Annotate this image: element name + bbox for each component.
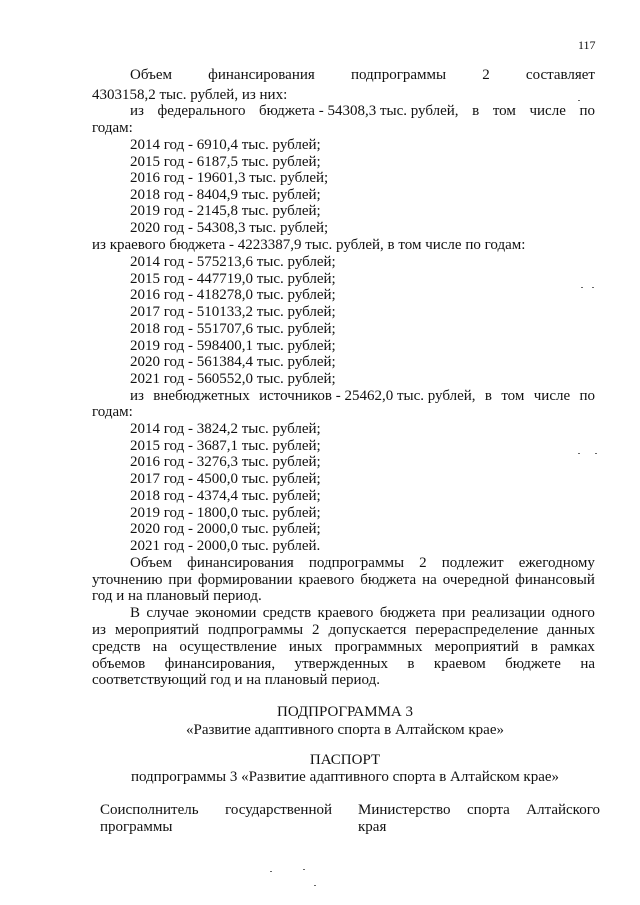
word: при <box>441 605 466 621</box>
economy-line-5: соответствующий год и на плановый период. <box>92 672 380 688</box>
word: в <box>407 656 415 672</box>
scan-speck <box>578 100 580 101</box>
word: из <box>130 388 144 404</box>
word: по <box>579 103 595 119</box>
table-cell-right-line-2: края <box>358 819 387 835</box>
economy-line-3 <box>92 638 595 656</box>
word: рамках <box>550 639 595 655</box>
word: том <box>492 103 516 119</box>
word: средств <box>262 605 312 621</box>
extrabudget-year-item: 2020 год - 2000,0 тыс. рублей; <box>130 521 321 537</box>
word: экономии <box>195 605 257 621</box>
scan-speck <box>592 287 594 288</box>
word: мероприятий <box>434 639 519 655</box>
word: Алтайского <box>526 802 600 818</box>
table-cell-right-line-1 <box>358 801 600 819</box>
word: допускается <box>328 622 407 638</box>
economy-line-1 <box>130 604 595 622</box>
word: внебюджетных <box>153 388 250 404</box>
funding-para-line-2: 4303158,2 тыс. рублей, из них: <box>92 87 288 103</box>
word: составляет <box>525 67 595 83</box>
word: в <box>472 103 480 119</box>
extrabudget-year-item: 2017 год - 4500,0 тыс. рублей; <box>130 471 321 487</box>
word: подлежит <box>441 555 504 571</box>
word: финансирования, <box>164 656 276 672</box>
regional-year-item: 2017 год - 510133,2 тыс. рублей; <box>130 304 336 320</box>
word: финансирования <box>208 67 315 83</box>
subprogram-name: «Развитие адаптивного спорта в Алтайском крае» <box>186 722 504 738</box>
word: Соисполнитель <box>100 802 199 818</box>
word: объемов <box>92 656 146 672</box>
word: 2 <box>419 555 427 571</box>
regional-year-item: 2015 год - 447719,0 тыс. рублей; <box>130 271 336 287</box>
economy-line-2 <box>92 621 595 639</box>
regional-year-item: 2019 год - 598400,1 тыс. рублей; <box>130 338 336 354</box>
word: на <box>580 656 595 672</box>
regional-year-item: 2016 год - 418278,0 тыс. рублей; <box>130 287 336 303</box>
word: государственной <box>225 802 332 818</box>
federal-year-item: 2020 год - 54308,3 тыс. рублей; <box>130 220 329 236</box>
word: федерального <box>157 103 246 119</box>
word: В <box>130 605 141 621</box>
regional-year-item: 2018 год - 551707,6 тыс. рублей; <box>130 321 336 337</box>
extrabudget-year-item: 2021 год - 2000,0 тыс. рублей. <box>130 538 321 554</box>
word: реализации <box>471 605 546 621</box>
passport-subtitle: подпрограммы 3 «Развитие адаптивного спорта в Алтайском крае» <box>130 769 560 785</box>
word: краевого <box>298 572 355 588</box>
word: средств <box>92 639 141 655</box>
extrabudget-year-item: 2016 год - 3276,3 тыс. рублей; <box>130 454 321 470</box>
extrabudget-year-item: 2014 год - 3824,2 тыс. рублей; <box>130 421 321 437</box>
word: из <box>92 622 106 638</box>
word: числе <box>529 103 566 119</box>
word: мероприятий <box>114 622 200 638</box>
word: спорта <box>466 802 510 818</box>
word: Министерство <box>358 802 451 818</box>
word: из <box>130 103 144 119</box>
federal-line-2: годам: <box>92 120 133 136</box>
word: на <box>152 639 168 655</box>
federal-line-1 <box>130 102 595 120</box>
word: случае <box>146 605 189 621</box>
word: перераспределение <box>415 622 539 638</box>
scan-speck <box>270 871 272 872</box>
word: при <box>168 572 192 588</box>
federal-year-item: 2018 год - 8404,9 тыс. рублей; <box>130 187 321 203</box>
word: бюджета - 54308,3 тыс. рублей, <box>259 103 459 119</box>
word: бюджете <box>505 656 561 672</box>
refinement-line-3: год и на плановый период. <box>92 588 262 604</box>
word: источников - 25462,0 тыс. рублей, <box>259 388 476 404</box>
word: финансирования <box>187 555 294 571</box>
extrabudget-year-item: 2015 год - 3687,1 тыс. рублей; <box>130 438 321 454</box>
scan-speck <box>578 453 580 454</box>
federal-year-item: 2014 год - 6910,4 тыс. рублей; <box>130 137 321 153</box>
extrabudget-year-item: 2018 год - 4374,4 тыс. рублей; <box>130 488 321 504</box>
word: подпрограммы <box>308 555 405 571</box>
subprogram-title: ПОДПРОГРАММА 3 <box>276 704 414 720</box>
word: подпрограммы <box>350 67 447 83</box>
word: краевого <box>317 605 374 621</box>
table-cell-left-line-2: программы <box>100 819 173 835</box>
scan-speck <box>581 287 583 288</box>
scan-speck <box>303 869 305 870</box>
word: финансовый <box>515 572 595 588</box>
refinement-line-1 <box>130 554 595 572</box>
extrabudget-line-2: годам: <box>92 404 133 420</box>
regional-year-item: 2014 год - 575213,6 тыс. рублей; <box>130 254 336 270</box>
funding-para-line-1 <box>130 66 595 84</box>
word: утвержденных <box>294 656 388 672</box>
word: краевом <box>433 656 486 672</box>
word: очередной <box>442 572 510 588</box>
word: бюджета <box>360 572 417 588</box>
extrabudget-year-item: 2019 год - 1800,0 тыс. рублей; <box>130 505 321 521</box>
word: том <box>501 388 525 404</box>
regional-header: из краевого бюджета - 4223387,9 тыс. рублей, в том числе по годам: <box>92 237 526 253</box>
word: на <box>422 572 437 588</box>
table-cell-left-line-1 <box>100 801 332 819</box>
extrabudget-line-1 <box>130 387 595 405</box>
word: данных <box>547 622 595 638</box>
word: по <box>579 388 595 404</box>
scan-speck <box>314 885 316 886</box>
word: в <box>484 388 492 404</box>
word: Объем <box>130 555 172 571</box>
word: ежегодному <box>518 555 595 571</box>
word: формировании <box>197 572 293 588</box>
scan-speck <box>595 453 597 454</box>
word: уточнению <box>92 572 163 588</box>
federal-year-item: 2016 год - 19601,3 тыс. рублей; <box>130 170 329 186</box>
page-number: 117 <box>578 38 596 52</box>
word: 2 <box>482 67 490 83</box>
federal-year-item: 2019 год - 2145,8 тыс. рублей; <box>130 203 321 219</box>
word: подпрограммы <box>207 622 304 638</box>
word: одного <box>551 605 595 621</box>
word: осуществление <box>179 639 277 655</box>
federal-year-item: 2015 год - 6187,5 тыс. рублей; <box>130 154 321 170</box>
regional-year-item: 2021 год - 560552,0 тыс. рублей; <box>130 371 336 387</box>
word: числе <box>533 388 571 404</box>
word: в <box>530 639 538 655</box>
word: 2 <box>312 622 320 638</box>
word: Объем <box>130 67 172 83</box>
word: бюджета <box>379 605 436 621</box>
passport-title: ПАСПОРТ <box>309 752 381 768</box>
regional-year-item: 2020 год - 561384,4 тыс. рублей; <box>130 354 336 370</box>
word: программных <box>334 639 423 655</box>
word: иных <box>288 639 323 655</box>
